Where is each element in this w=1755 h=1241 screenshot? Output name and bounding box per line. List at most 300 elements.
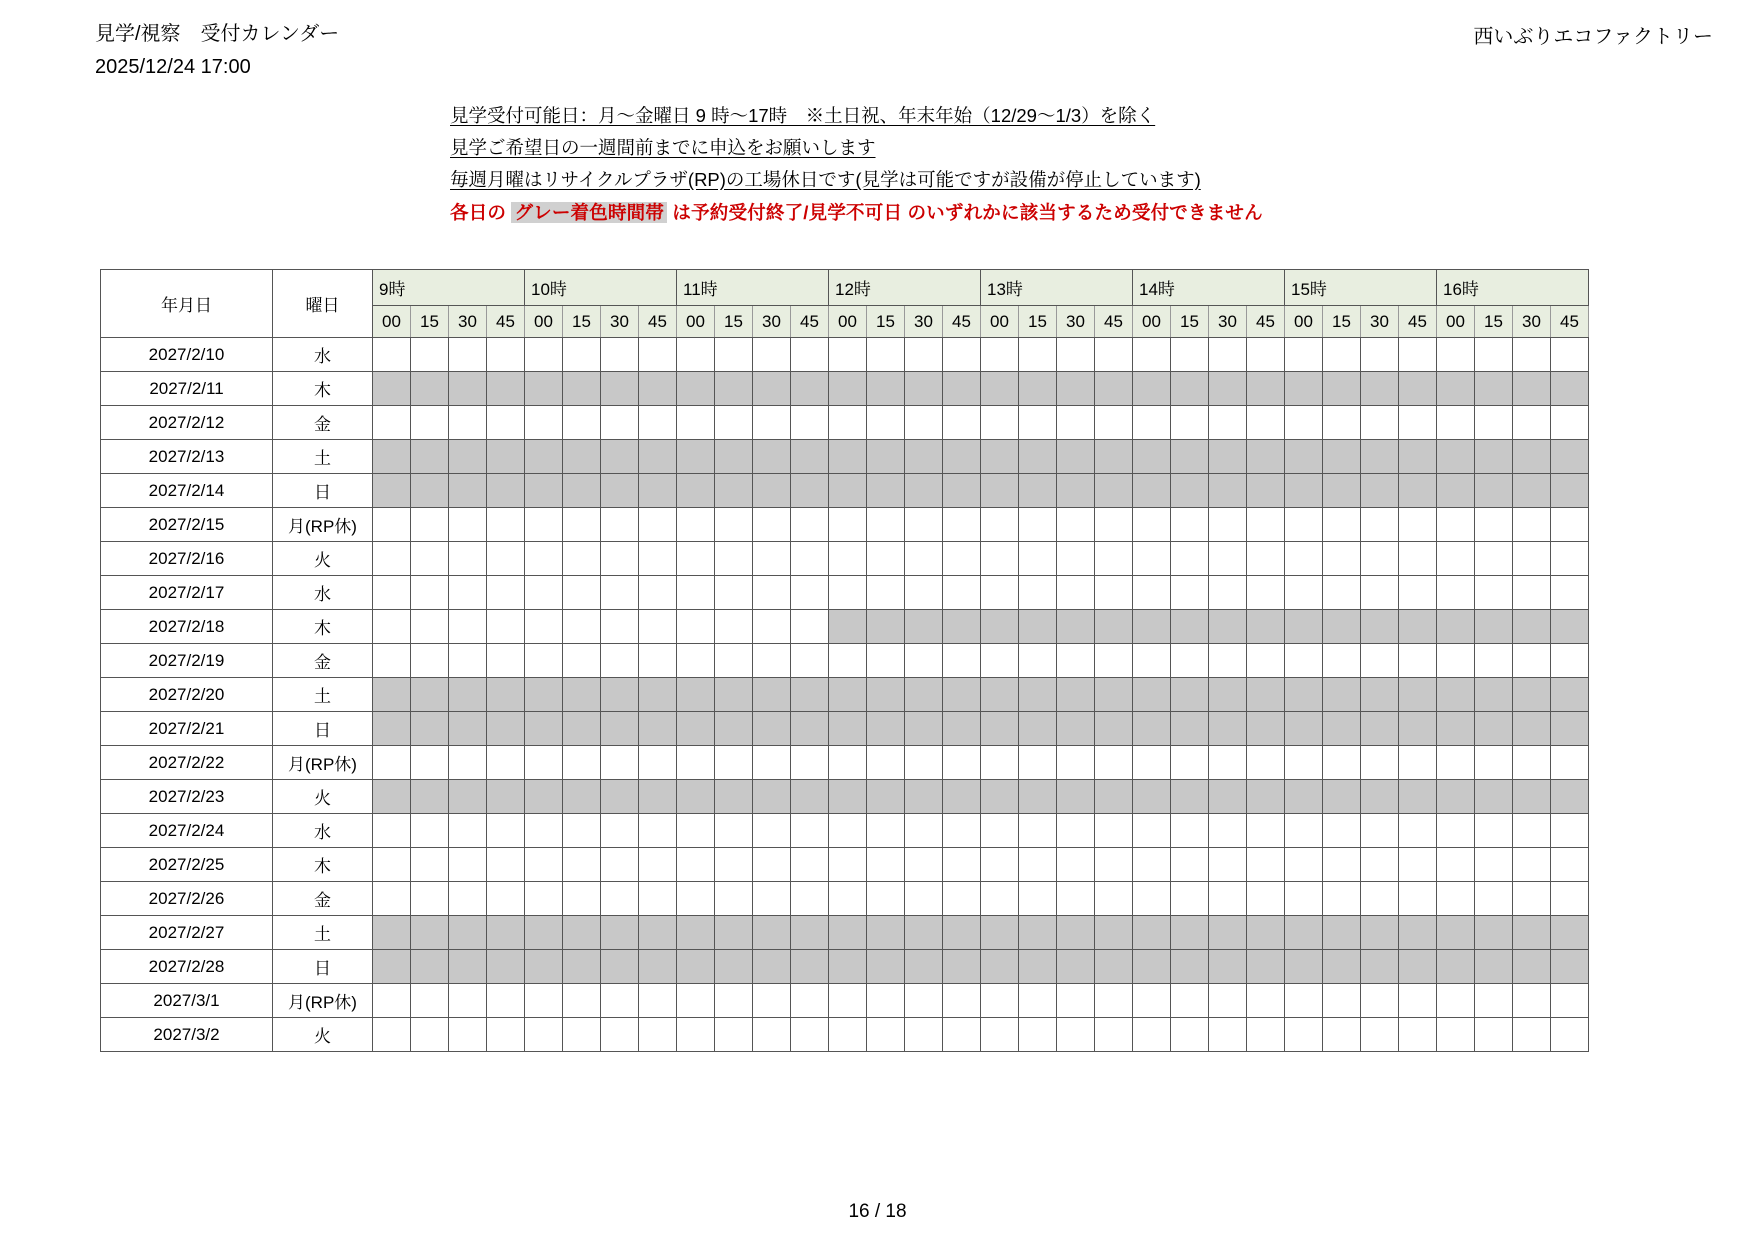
slot-available[interactable] xyxy=(791,814,829,848)
slot-available[interactable] xyxy=(753,848,791,882)
slot-available[interactable] xyxy=(1133,576,1171,610)
slot-available[interactable] xyxy=(1437,848,1475,882)
slot-available[interactable] xyxy=(1057,882,1095,916)
slot-available[interactable] xyxy=(981,542,1019,576)
slot-available[interactable] xyxy=(905,848,943,882)
slot-available[interactable] xyxy=(1247,338,1285,372)
slot-available[interactable] xyxy=(1133,814,1171,848)
slot-available[interactable] xyxy=(905,542,943,576)
slot-available[interactable] xyxy=(753,644,791,678)
slot-available[interactable] xyxy=(1019,406,1057,440)
slot-available[interactable] xyxy=(1475,406,1513,440)
slot-available[interactable] xyxy=(1285,338,1323,372)
slot-available[interactable] xyxy=(1361,1018,1399,1052)
slot-available[interactable] xyxy=(1437,576,1475,610)
slot-available[interactable] xyxy=(639,508,677,542)
slot-available[interactable] xyxy=(1019,508,1057,542)
slot-available[interactable] xyxy=(753,610,791,644)
slot-available[interactable] xyxy=(905,644,943,678)
slot-available[interactable] xyxy=(753,984,791,1018)
slot-available[interactable] xyxy=(1399,406,1437,440)
slot-available[interactable] xyxy=(487,746,525,780)
slot-available[interactable] xyxy=(867,984,905,1018)
slot-available[interactable] xyxy=(1361,882,1399,916)
slot-available[interactable] xyxy=(1475,984,1513,1018)
slot-available[interactable] xyxy=(411,882,449,916)
slot-available[interactable] xyxy=(1247,814,1285,848)
slot-available[interactable] xyxy=(1323,644,1361,678)
slot-available[interactable] xyxy=(449,814,487,848)
slot-available[interactable] xyxy=(1285,746,1323,780)
slot-available[interactable] xyxy=(943,746,981,780)
slot-available[interactable] xyxy=(373,746,411,780)
slot-available[interactable] xyxy=(791,746,829,780)
slot-available[interactable] xyxy=(525,814,563,848)
slot-available[interactable] xyxy=(563,644,601,678)
slot-available[interactable] xyxy=(1323,848,1361,882)
slot-available[interactable] xyxy=(563,542,601,576)
slot-available[interactable] xyxy=(1475,542,1513,576)
slot-available[interactable] xyxy=(1019,984,1057,1018)
slot-available[interactable] xyxy=(1057,406,1095,440)
slot-available[interactable] xyxy=(1513,984,1551,1018)
slot-available[interactable] xyxy=(829,406,867,440)
slot-available[interactable] xyxy=(1095,338,1133,372)
slot-available[interactable] xyxy=(1171,406,1209,440)
slot-available[interactable] xyxy=(1209,508,1247,542)
slot-available[interactable] xyxy=(1209,576,1247,610)
slot-available[interactable] xyxy=(1285,406,1323,440)
slot-available[interactable] xyxy=(563,1018,601,1052)
slot-available[interactable] xyxy=(981,746,1019,780)
slot-available[interactable] xyxy=(1475,508,1513,542)
slot-available[interactable] xyxy=(487,576,525,610)
slot-available[interactable] xyxy=(1513,576,1551,610)
slot-available[interactable] xyxy=(791,508,829,542)
slot-available[interactable] xyxy=(1361,814,1399,848)
slot-available[interactable] xyxy=(449,508,487,542)
slot-available[interactable] xyxy=(905,814,943,848)
slot-available[interactable] xyxy=(601,338,639,372)
slot-available[interactable] xyxy=(449,542,487,576)
slot-available[interactable] xyxy=(791,644,829,678)
slot-available[interactable] xyxy=(601,406,639,440)
slot-available[interactable] xyxy=(1171,848,1209,882)
slot-available[interactable] xyxy=(1361,576,1399,610)
slot-available[interactable] xyxy=(1323,576,1361,610)
slot-available[interactable] xyxy=(639,644,677,678)
slot-available[interactable] xyxy=(1323,542,1361,576)
slot-available[interactable] xyxy=(1399,576,1437,610)
slot-available[interactable] xyxy=(1513,746,1551,780)
slot-available[interactable] xyxy=(449,984,487,1018)
slot-available[interactable] xyxy=(563,406,601,440)
slot-available[interactable] xyxy=(601,576,639,610)
slot-available[interactable] xyxy=(1361,406,1399,440)
slot-available[interactable] xyxy=(1399,1018,1437,1052)
slot-available[interactable] xyxy=(981,814,1019,848)
slot-available[interactable] xyxy=(1437,814,1475,848)
slot-available[interactable] xyxy=(829,576,867,610)
slot-available[interactable] xyxy=(525,848,563,882)
slot-available[interactable] xyxy=(563,338,601,372)
slot-available[interactable] xyxy=(1285,984,1323,1018)
slot-available[interactable] xyxy=(1171,814,1209,848)
slot-available[interactable] xyxy=(411,406,449,440)
slot-available[interactable] xyxy=(1133,848,1171,882)
slot-available[interactable] xyxy=(525,508,563,542)
slot-available[interactable] xyxy=(943,644,981,678)
slot-available[interactable] xyxy=(487,984,525,1018)
slot-available[interactable] xyxy=(829,542,867,576)
slot-available[interactable] xyxy=(449,882,487,916)
slot-available[interactable] xyxy=(487,508,525,542)
slot-available[interactable] xyxy=(1019,746,1057,780)
slot-available[interactable] xyxy=(1133,882,1171,916)
slot-available[interactable] xyxy=(411,848,449,882)
slot-available[interactable] xyxy=(1171,542,1209,576)
slot-available[interactable] xyxy=(639,882,677,916)
slot-available[interactable] xyxy=(791,576,829,610)
slot-available[interactable] xyxy=(943,1018,981,1052)
slot-available[interactable] xyxy=(1551,542,1589,576)
slot-available[interactable] xyxy=(905,576,943,610)
slot-available[interactable] xyxy=(373,406,411,440)
slot-available[interactable] xyxy=(601,542,639,576)
slot-available[interactable] xyxy=(449,610,487,644)
slot-available[interactable] xyxy=(677,882,715,916)
slot-available[interactable] xyxy=(1209,406,1247,440)
slot-available[interactable] xyxy=(1399,338,1437,372)
slot-available[interactable] xyxy=(1475,576,1513,610)
slot-available[interactable] xyxy=(639,984,677,1018)
slot-available[interactable] xyxy=(1399,814,1437,848)
slot-available[interactable] xyxy=(1019,576,1057,610)
slot-available[interactable] xyxy=(1209,814,1247,848)
slot-available[interactable] xyxy=(1285,644,1323,678)
slot-available[interactable] xyxy=(1133,746,1171,780)
slot-available[interactable] xyxy=(753,882,791,916)
slot-available[interactable] xyxy=(867,338,905,372)
slot-available[interactable] xyxy=(905,984,943,1018)
slot-available[interactable] xyxy=(791,406,829,440)
slot-available[interactable] xyxy=(373,542,411,576)
slot-available[interactable] xyxy=(1437,644,1475,678)
slot-available[interactable] xyxy=(1133,542,1171,576)
slot-available[interactable] xyxy=(1551,644,1589,678)
slot-available[interactable] xyxy=(1475,882,1513,916)
slot-available[interactable] xyxy=(411,644,449,678)
slot-available[interactable] xyxy=(1513,1018,1551,1052)
slot-available[interactable] xyxy=(411,1018,449,1052)
slot-available[interactable] xyxy=(601,508,639,542)
slot-available[interactable] xyxy=(829,1018,867,1052)
slot-available[interactable] xyxy=(867,814,905,848)
slot-available[interactable] xyxy=(1171,338,1209,372)
slot-available[interactable] xyxy=(1437,406,1475,440)
slot-available[interactable] xyxy=(373,814,411,848)
slot-available[interactable] xyxy=(639,746,677,780)
slot-available[interactable] xyxy=(1057,576,1095,610)
slot-available[interactable] xyxy=(373,1018,411,1052)
slot-available[interactable] xyxy=(1209,338,1247,372)
slot-available[interactable] xyxy=(1399,746,1437,780)
slot-available[interactable] xyxy=(867,576,905,610)
slot-available[interactable] xyxy=(449,1018,487,1052)
slot-available[interactable] xyxy=(563,848,601,882)
slot-available[interactable] xyxy=(487,644,525,678)
slot-available[interactable] xyxy=(829,508,867,542)
slot-available[interactable] xyxy=(373,644,411,678)
slot-available[interactable] xyxy=(943,338,981,372)
slot-available[interactable] xyxy=(601,610,639,644)
slot-available[interactable] xyxy=(1019,848,1057,882)
slot-available[interactable] xyxy=(1247,508,1285,542)
slot-available[interactable] xyxy=(1551,338,1589,372)
slot-available[interactable] xyxy=(639,576,677,610)
slot-available[interactable] xyxy=(639,338,677,372)
slot-available[interactable] xyxy=(677,542,715,576)
slot-available[interactable] xyxy=(867,406,905,440)
slot-available[interactable] xyxy=(905,508,943,542)
slot-available[interactable] xyxy=(1323,406,1361,440)
slot-available[interactable] xyxy=(373,610,411,644)
slot-available[interactable] xyxy=(905,1018,943,1052)
slot-available[interactable] xyxy=(867,746,905,780)
slot-available[interactable] xyxy=(1057,848,1095,882)
slot-available[interactable] xyxy=(601,644,639,678)
slot-available[interactable] xyxy=(525,1018,563,1052)
slot-available[interactable] xyxy=(487,610,525,644)
slot-available[interactable] xyxy=(1209,746,1247,780)
slot-available[interactable] xyxy=(373,848,411,882)
slot-available[interactable] xyxy=(715,542,753,576)
slot-available[interactable] xyxy=(753,338,791,372)
slot-available[interactable] xyxy=(1095,814,1133,848)
slot-available[interactable] xyxy=(677,508,715,542)
slot-available[interactable] xyxy=(449,576,487,610)
slot-available[interactable] xyxy=(1057,746,1095,780)
slot-available[interactable] xyxy=(487,1018,525,1052)
slot-available[interactable] xyxy=(1133,644,1171,678)
slot-available[interactable] xyxy=(1475,814,1513,848)
slot-available[interactable] xyxy=(1361,848,1399,882)
slot-available[interactable] xyxy=(1399,644,1437,678)
slot-available[interactable] xyxy=(715,576,753,610)
slot-available[interactable] xyxy=(1361,338,1399,372)
slot-available[interactable] xyxy=(1095,508,1133,542)
slot-available[interactable] xyxy=(1551,882,1589,916)
slot-available[interactable] xyxy=(1399,984,1437,1018)
slot-available[interactable] xyxy=(715,508,753,542)
slot-available[interactable] xyxy=(753,746,791,780)
slot-available[interactable] xyxy=(1247,882,1285,916)
slot-available[interactable] xyxy=(487,542,525,576)
slot-available[interactable] xyxy=(1095,984,1133,1018)
slot-available[interactable] xyxy=(677,338,715,372)
slot-available[interactable] xyxy=(981,1018,1019,1052)
slot-available[interactable] xyxy=(677,814,715,848)
slot-available[interactable] xyxy=(715,406,753,440)
slot-available[interactable] xyxy=(791,984,829,1018)
slot-available[interactable] xyxy=(677,746,715,780)
slot-available[interactable] xyxy=(373,882,411,916)
slot-available[interactable] xyxy=(563,882,601,916)
slot-available[interactable] xyxy=(1095,848,1133,882)
slot-available[interactable] xyxy=(1513,644,1551,678)
slot-available[interactable] xyxy=(1323,1018,1361,1052)
slot-available[interactable] xyxy=(1057,542,1095,576)
slot-available[interactable] xyxy=(829,882,867,916)
slot-available[interactable] xyxy=(791,882,829,916)
slot-available[interactable] xyxy=(1361,508,1399,542)
slot-available[interactable] xyxy=(601,984,639,1018)
slot-available[interactable] xyxy=(677,984,715,1018)
slot-available[interactable] xyxy=(1475,338,1513,372)
slot-available[interactable] xyxy=(1209,882,1247,916)
slot-available[interactable] xyxy=(943,882,981,916)
slot-available[interactable] xyxy=(677,644,715,678)
slot-available[interactable] xyxy=(905,746,943,780)
slot-available[interactable] xyxy=(943,576,981,610)
slot-available[interactable] xyxy=(981,882,1019,916)
slot-available[interactable] xyxy=(715,1018,753,1052)
slot-available[interactable] xyxy=(829,814,867,848)
slot-available[interactable] xyxy=(715,338,753,372)
slot-available[interactable] xyxy=(1285,814,1323,848)
slot-available[interactable] xyxy=(1057,644,1095,678)
slot-available[interactable] xyxy=(753,508,791,542)
slot-available[interactable] xyxy=(1437,338,1475,372)
slot-available[interactable] xyxy=(753,1018,791,1052)
slot-available[interactable] xyxy=(1551,984,1589,1018)
slot-available[interactable] xyxy=(487,338,525,372)
slot-available[interactable] xyxy=(677,1018,715,1052)
slot-available[interactable] xyxy=(1323,508,1361,542)
slot-available[interactable] xyxy=(1285,1018,1323,1052)
slot-available[interactable] xyxy=(639,406,677,440)
slot-available[interactable] xyxy=(1475,644,1513,678)
slot-available[interactable] xyxy=(1399,848,1437,882)
slot-available[interactable] xyxy=(1209,542,1247,576)
slot-available[interactable] xyxy=(943,848,981,882)
slot-available[interactable] xyxy=(1361,746,1399,780)
slot-available[interactable] xyxy=(1551,406,1589,440)
slot-available[interactable] xyxy=(981,848,1019,882)
slot-available[interactable] xyxy=(1133,508,1171,542)
slot-available[interactable] xyxy=(1513,508,1551,542)
slot-available[interactable] xyxy=(1171,644,1209,678)
slot-available[interactable] xyxy=(601,814,639,848)
slot-available[interactable] xyxy=(373,576,411,610)
slot-available[interactable] xyxy=(1019,1018,1057,1052)
slot-available[interactable] xyxy=(411,542,449,576)
slot-available[interactable] xyxy=(411,610,449,644)
slot-available[interactable] xyxy=(867,1018,905,1052)
slot-available[interactable] xyxy=(677,406,715,440)
slot-available[interactable] xyxy=(1247,848,1285,882)
slot-available[interactable] xyxy=(677,576,715,610)
slot-available[interactable] xyxy=(1513,848,1551,882)
slot-available[interactable] xyxy=(487,848,525,882)
slot-available[interactable] xyxy=(449,338,487,372)
slot-available[interactable] xyxy=(1247,746,1285,780)
slot-available[interactable] xyxy=(1095,576,1133,610)
slot-available[interactable] xyxy=(1551,576,1589,610)
slot-available[interactable] xyxy=(829,644,867,678)
slot-available[interactable] xyxy=(1247,984,1285,1018)
slot-available[interactable] xyxy=(715,644,753,678)
slot-available[interactable] xyxy=(639,1018,677,1052)
slot-available[interactable] xyxy=(1171,882,1209,916)
slot-available[interactable] xyxy=(715,746,753,780)
slot-available[interactable] xyxy=(943,984,981,1018)
slot-available[interactable] xyxy=(1513,542,1551,576)
slot-available[interactable] xyxy=(1019,882,1057,916)
slot-available[interactable] xyxy=(1057,814,1095,848)
slot-available[interactable] xyxy=(1437,1018,1475,1052)
slot-available[interactable] xyxy=(1095,882,1133,916)
slot-available[interactable] xyxy=(1551,508,1589,542)
slot-available[interactable] xyxy=(677,610,715,644)
slot-available[interactable] xyxy=(1475,848,1513,882)
slot-available[interactable] xyxy=(1513,814,1551,848)
slot-available[interactable] xyxy=(411,338,449,372)
slot-available[interactable] xyxy=(1437,542,1475,576)
slot-available[interactable] xyxy=(373,984,411,1018)
slot-available[interactable] xyxy=(1285,576,1323,610)
slot-available[interactable] xyxy=(1171,508,1209,542)
slot-available[interactable] xyxy=(1361,542,1399,576)
slot-available[interactable] xyxy=(943,508,981,542)
slot-available[interactable] xyxy=(1133,1018,1171,1052)
slot-available[interactable] xyxy=(1133,338,1171,372)
slot-available[interactable] xyxy=(601,1018,639,1052)
slot-available[interactable] xyxy=(791,1018,829,1052)
slot-available[interactable] xyxy=(1285,882,1323,916)
slot-available[interactable] xyxy=(715,848,753,882)
slot-available[interactable] xyxy=(1019,338,1057,372)
slot-available[interactable] xyxy=(867,644,905,678)
slot-available[interactable] xyxy=(411,508,449,542)
slot-available[interactable] xyxy=(905,406,943,440)
slot-available[interactable] xyxy=(639,610,677,644)
slot-available[interactable] xyxy=(1209,984,1247,1018)
slot-available[interactable] xyxy=(1247,406,1285,440)
slot-available[interactable] xyxy=(867,848,905,882)
slot-available[interactable] xyxy=(1285,508,1323,542)
slot-available[interactable] xyxy=(1209,644,1247,678)
slot-available[interactable] xyxy=(1171,576,1209,610)
slot-available[interactable] xyxy=(1437,508,1475,542)
slot-available[interactable] xyxy=(449,746,487,780)
slot-available[interactable] xyxy=(981,406,1019,440)
slot-available[interactable] xyxy=(1247,1018,1285,1052)
slot-available[interactable] xyxy=(1171,746,1209,780)
slot-available[interactable] xyxy=(411,746,449,780)
slot-available[interactable] xyxy=(1209,848,1247,882)
slot-available[interactable] xyxy=(943,814,981,848)
slot-available[interactable] xyxy=(525,542,563,576)
slot-available[interactable] xyxy=(487,406,525,440)
slot-available[interactable] xyxy=(981,508,1019,542)
slot-available[interactable] xyxy=(1285,848,1323,882)
slot-available[interactable] xyxy=(1133,984,1171,1018)
slot-available[interactable] xyxy=(943,542,981,576)
slot-available[interactable] xyxy=(1475,1018,1513,1052)
slot-available[interactable] xyxy=(525,644,563,678)
slot-available[interactable] xyxy=(1095,406,1133,440)
